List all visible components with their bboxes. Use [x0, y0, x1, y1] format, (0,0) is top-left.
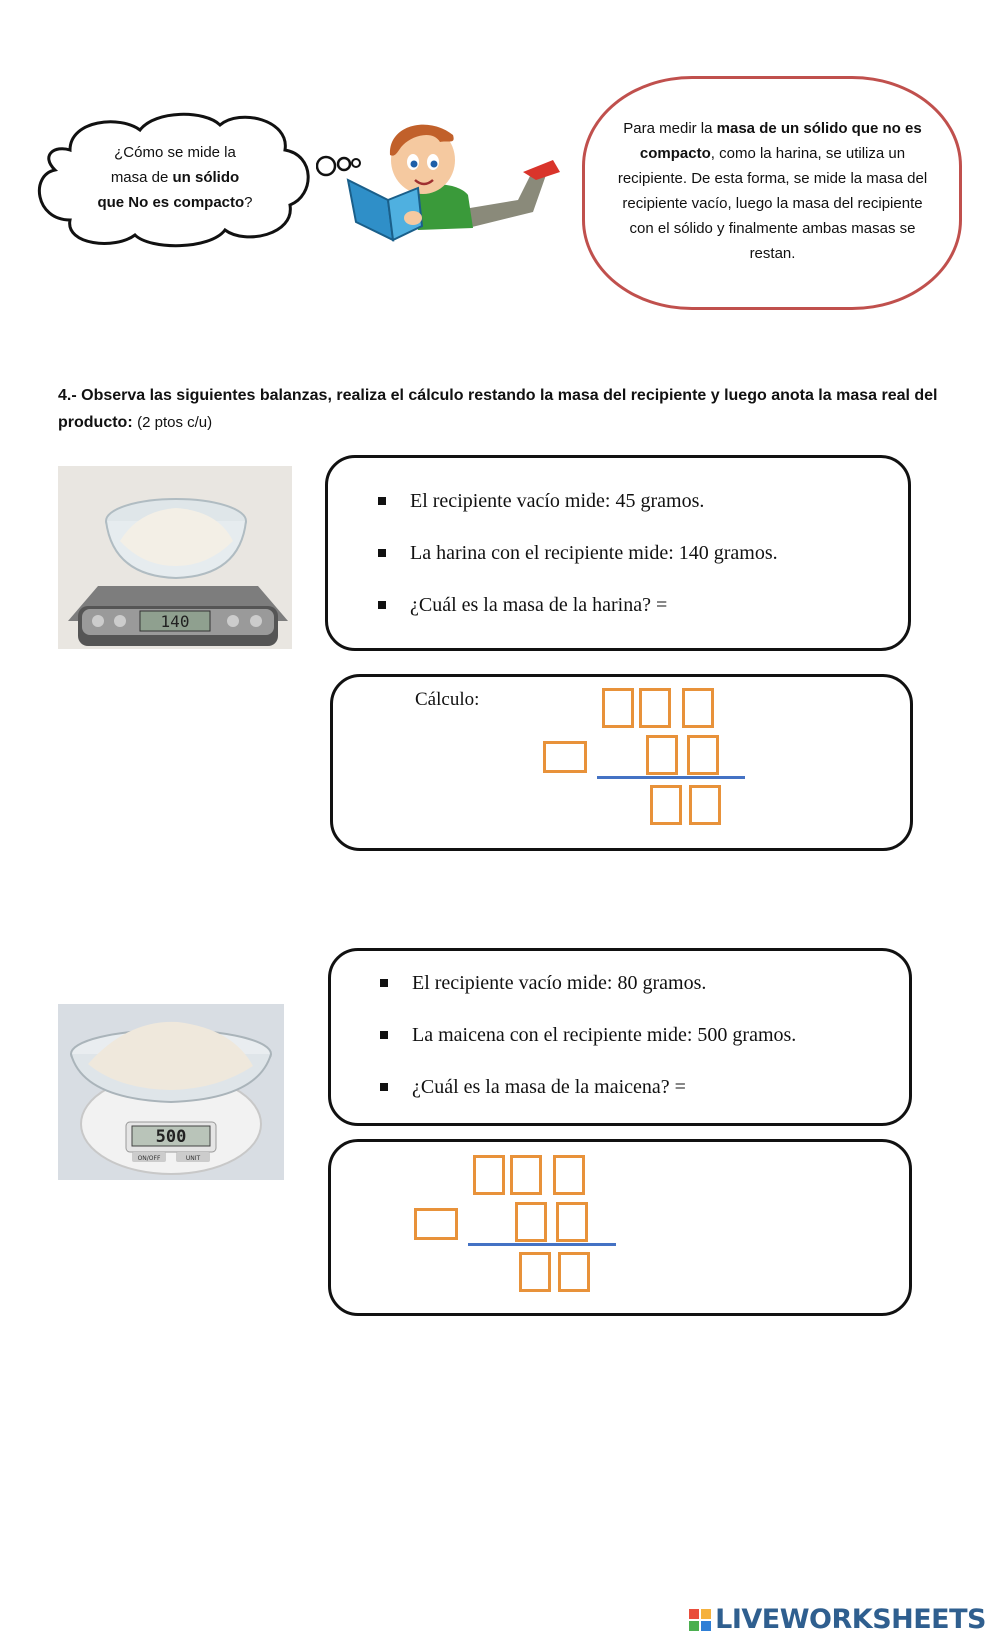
- cornstarch-scale-photo: [58, 1004, 284, 1180]
- calc2-result-tens[interactable]: [519, 1252, 551, 1292]
- calc1-subtrahend-units[interactable]: [687, 735, 719, 775]
- list-item: [378, 590, 778, 642]
- calc2-operator[interactable]: [414, 1208, 458, 1240]
- calc1-operator[interactable]: [543, 741, 587, 773]
- flour-scale-photo: [58, 466, 292, 649]
- calc1-minuend-tens[interactable]: [639, 688, 671, 728]
- calc2-rule: [468, 1243, 616, 1246]
- list-item: [380, 968, 796, 1020]
- calculation-label: Cálculo:: [415, 689, 480, 710]
- calc1-minuend-units[interactable]: [682, 688, 714, 728]
- scale2-btn-unit: UNIT: [185, 1155, 201, 1162]
- question-list-1: [378, 486, 778, 642]
- bullet-text: La maicena con el recipiente mide: 500 gramos.: [412, 1024, 797, 1046]
- info-text-pre: Para medir la: [623, 120, 717, 137]
- calc1-subtrahend-tens[interactable]: [646, 735, 678, 775]
- cloud-line2-bold: un sólido: [172, 169, 240, 186]
- calc1-rule: [597, 776, 745, 779]
- calc1-minuend-hundreds[interactable]: [602, 688, 634, 728]
- exercise-instruction: [58, 382, 938, 436]
- calc2-subtrahend-units[interactable]: [556, 1202, 588, 1242]
- logo-grid-icon: [689, 1609, 711, 1631]
- bullet-text: El recipiente vacío mide: 80 gramos.: [412, 972, 707, 994]
- info-text-post: , como la harina, se utiliza un recipiente. De esta forma, se mide la masa del recipiente vacío, luego la masa del recipiente con el sólido y finalmente ambas masas se restan.: [617, 145, 928, 262]
- cloud-line3-bold: que No es compacto: [97, 194, 245, 211]
- list-item: [380, 1020, 796, 1072]
- liveworksheets-logo[interactable]: [689, 1604, 986, 1635]
- info-text-bold: masa de un sólido que no es compacto: [639, 120, 922, 162]
- cloud-line3-post: ?: [244, 194, 253, 211]
- list-item: [378, 486, 778, 538]
- calc2-result-units[interactable]: [558, 1252, 590, 1292]
- calc1-result-units[interactable]: [689, 785, 721, 825]
- bullet-text: El recipiente vacío mide: 45 gramos.: [410, 490, 705, 512]
- cloud-question: [80, 140, 270, 215]
- calc2-minuend-units[interactable]: [553, 1155, 585, 1195]
- calc2-minuend-tens[interactable]: [510, 1155, 542, 1195]
- info-text: [610, 116, 935, 266]
- cloud-line2-pre: masa de: [110, 169, 173, 186]
- kid-reading-illustration: [318, 100, 568, 250]
- bullet-text: ¿Cuál es la masa de la harina? =: [410, 594, 668, 616]
- list-item: [378, 538, 778, 590]
- calc1-result-tens[interactable]: [650, 785, 682, 825]
- bullet-text: ¿Cuál es la masa de la maicena? =: [412, 1076, 686, 1098]
- cloud-line1: ¿Cómo se mide la: [114, 144, 236, 161]
- logo-text: LIVEWORKSHEETS: [715, 1604, 986, 1635]
- instruction-points: (2 ptos c/u): [137, 414, 213, 431]
- scale1-display: 140: [160, 612, 190, 631]
- scale2-btn-onoff: ON/OFF: [137, 1155, 161, 1162]
- bullet-text: La harina con el recipiente mide: 140 gramos.: [410, 542, 778, 564]
- question-list-2: [380, 968, 796, 1124]
- list-item: [380, 1072, 796, 1124]
- instruction-text: 4.- Observa las siguientes balanzas, realiza el cálculo restando la masa del recipiente y luego anota la masa real del producto:: [58, 387, 938, 431]
- calc2-subtrahend-tens[interactable]: [515, 1202, 547, 1242]
- scale2-display: 500: [155, 1127, 187, 1147]
- calc2-minuend-hundreds[interactable]: [473, 1155, 505, 1195]
